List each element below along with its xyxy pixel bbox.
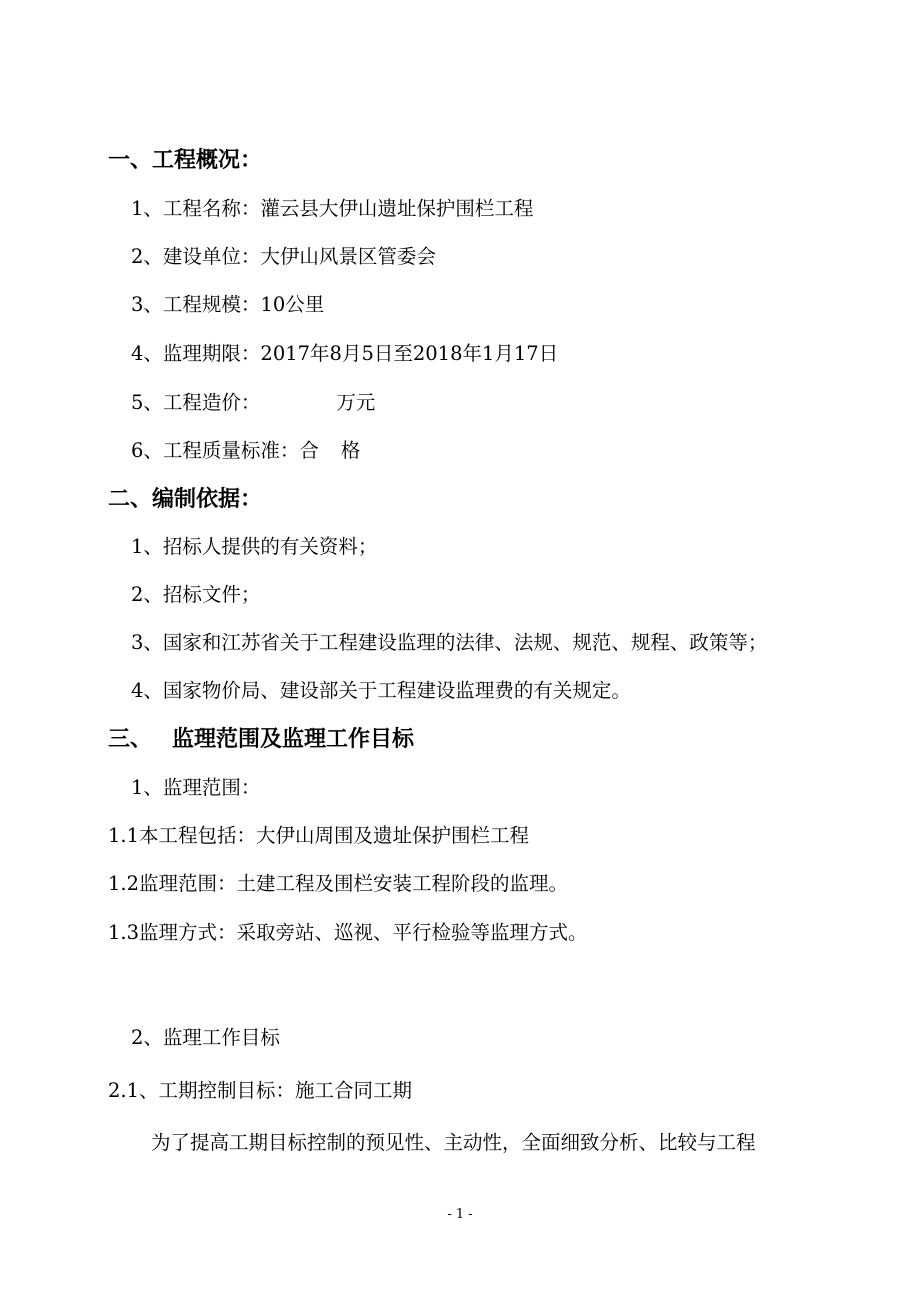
list-item: 2、建设单位：大伊山风景区管委会	[131, 245, 436, 268]
goal-title: 2、监理工作目标	[131, 1026, 280, 1049]
list-item: 4、监理期限：2017年8月5日至2018年1月17日	[131, 342, 559, 365]
list-item: 3、国家和江苏省关于工程建设监理的法律、法规、规范、规程、政策等；	[131, 631, 768, 654]
quality-label: 6、工程质量标准：合	[131, 439, 319, 462]
list-item: 3、工程规模：10公里	[131, 293, 325, 316]
list-item: 1.2监理范围：土建工程及围栏安装工程阶段的监理。	[108, 872, 569, 895]
cost-label: 5、工程造价：	[131, 391, 261, 414]
section-heading-text: 监理范围及监理工作目标	[172, 727, 415, 752]
list-item-quality	[131, 437, 360, 465]
section-heading-scope	[108, 725, 414, 755]
list-item: 1、招标人提供的有关资料；	[131, 535, 378, 558]
list-item: 2、招标文件；	[131, 583, 261, 606]
section-heading-number: 三、	[108, 727, 153, 752]
list-item-cost	[131, 389, 375, 417]
cost-unit: 万元	[336, 391, 376, 414]
section-heading-overview: 一、工程概况：	[108, 148, 263, 173]
list-item: 1、工程名称：灌云县大伊山遗址保护围栏工程	[131, 197, 534, 220]
quality-tail: 格	[340, 439, 361, 462]
list-item: 1.3监理方式：采取旁站、巡视、平行检验等监理方式。	[108, 921, 588, 944]
scope-title: 1、监理范围：	[131, 776, 261, 799]
body-paragraph: 为了提高工期目标控制的预见性、主动性，全面细致分析、比较与工程	[151, 1131, 756, 1154]
list-item: 2.1、工期控制目标：施工合同工期	[108, 1079, 413, 1102]
page-number: - 1 -	[447, 1207, 473, 1222]
section-heading-basis: 二、编制依据：	[108, 487, 263, 512]
list-item: 4、国家物价局、建设部关于工程建设监理费的有关规定。	[131, 679, 631, 702]
list-item: 1.1本工程包括：大伊山周围及遗址保护围栏工程	[108, 824, 530, 847]
